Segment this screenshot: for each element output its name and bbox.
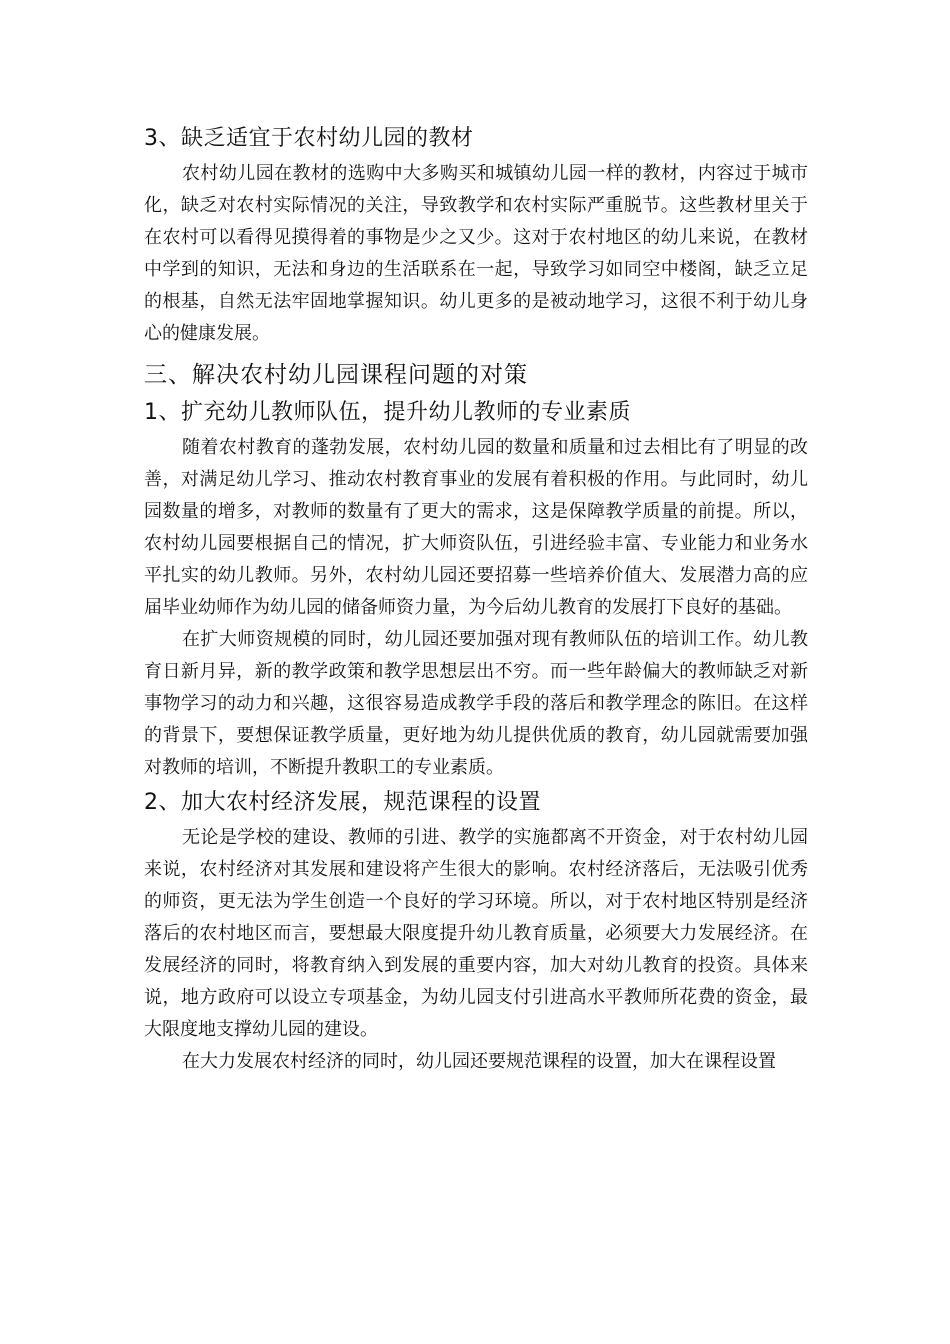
subheading-teaching-materials: 3、缺乏适宜于农村幼儿园的教材	[144, 126, 474, 151]
paragraph-curriculum-setting: 在大力发展农村经济的同时，幼儿园还要规范课程的设置，加大在课程设置	[182, 1051, 776, 1072]
heading-countermeasures: 三、解决农村幼儿园课程问题的对策	[144, 362, 528, 388]
subheading-expand-teachers: 1、扩充幼儿教师队伍，提升幼儿教师的专业素质	[144, 400, 631, 425]
document-body	[144, 120, 808, 1078]
paragraph-teacher-training: 在扩大师资规模的同时，幼儿园还要加强对现有教师队伍的培训工作。幼儿教育日新月异，新的教学政策和教学思想层出不穷。而一些年龄偏大的教师缺乏对新事物学习的动力和兴趣，这很容易造成教学手段的落后和教学理念的陈旧。在这样的背景下，要想保证教学质量，更好地为幼儿提供优质的教育，幼儿园就需要加强对教师的培训，不断提升教职工的专业素质。	[144, 629, 808, 778]
paragraph-expand-teachers: 随着农村教育的蓬勃发展，农村幼儿园的数量和质量和过去相比有了明显的改善，对满足幼儿学习、推动农村教育事业的发展有着积极的作用。与此同时，幼儿园数量的增多，对教师的数量有了更大的需求，这是保障教学质量的前提。所以，农村幼儿园要根据自己的情况，扩大师资队伍，引进经验丰富、专业能力和业务水平扎实的幼儿教师。另外，农村幼儿园还要招募一些培养价值大、发展潜力高的应届毕业幼师作为幼儿园的储备师资力量，为今后幼儿教育的发展打下良好的基础。	[144, 437, 808, 618]
subheading-economic-development: 2、加大农村经济发展，规范课程的设置	[144, 790, 541, 815]
paragraph-teaching-materials: 农村幼儿园在教材的选购中大多购买和城镇幼儿园一样的教材，内容过于城市化，缺乏对农村实际情况的关注，导致教学和农村实际严重脱节。这些教材里关于在农村可以看得见摸得着的事物是少之又少。这对于农村地区的幼儿来说，在教材中学到的知识，无法和身边的生活联系在一起，导致学习如同空中楼阁，缺乏立足的根基，自然无法牢固地掌握知识。幼儿更多的是被动地学习，这很不利于幼儿身心的健康发展。	[144, 163, 808, 344]
paragraph-economic-development: 无论是学校的建设、教师的引进、教学的实施都离不开资金，对于农村幼儿园来说，农村经济对其发展和建设将产生很大的影响。农村经济落后，无法吸引优秀的师资，更无法为学生创造一个良好的学习环境。所以，对于农村地区特别是经济落后的农村地区而言，要想最大限度提升幼儿教育质量，必须要大力发展经济。在发展经济的同时，将教育纳入到发展的重要内容，加大对幼儿教育的投资。具体来说，地方政府可以设立专项基金，为幼儿园支付引进高水平教师所花费的资金，最大限度地支撑幼儿园的建设。	[144, 827, 808, 1040]
